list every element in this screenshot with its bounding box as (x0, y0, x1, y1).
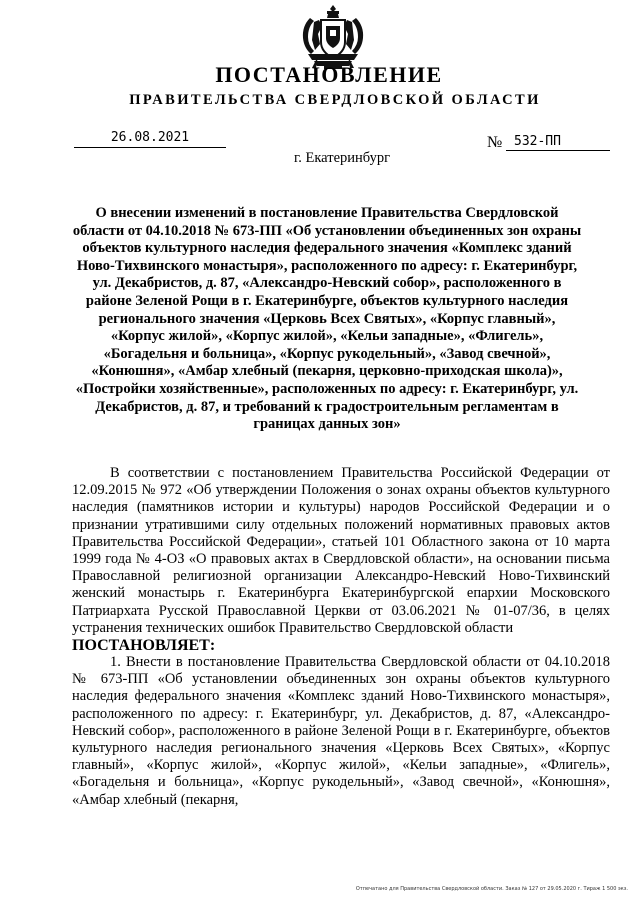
preamble-paragraph: В соответствии с постановлением Правительства Российской Федерации от 12.09.2015 № 972 «Об утверждении Положения о зонах охраны объектов культурного наследия (памятников истории и культуры) народов Российской Федерации и о признании утратившими силу отдельных положений нормативных правовых актов Правительства Российской Федерации», статьей 101 Областного закона от 10 марта 1999 года № 4-ОЗ «О правовых актах в Свердловской области», на основании письма Православной религиозной организации Александро-Невский Ново-Тихвинский женский монастырь г. Екатеринбурга Екатеринбургской епархии Московского Патриархата Русской Православной Церкви от 03.06.2021 № 01-07/36, в целях устранения технических ошибок Правительство Свердловской области (72, 465, 610, 636)
issue-city: г. Екатеринбург (293, 150, 391, 166)
document-date: 26.08.2021 (74, 130, 226, 148)
issuing-authority: ПРАВИТЕЛЬСТВА СВЕРДЛОВСКОЙ ОБЛАСТИ (129, 92, 541, 108)
document-type-heading: ПОСТАНОВЛЕНИЕ (215, 62, 443, 87)
document-number: 532-ПП (506, 134, 610, 151)
document-title: О внесении изменений в постановление Правительства Свердловской области от 04.10.2018 № 673-ПП «Об установлении объединенных зон охраны объектов культурного наследия федерального значения «Комплекс зданий Ново-Тихвинского монастыря», расположенного по адресу: г. Екатеринбург, ул. Декабристов, д. 87, «Александро-Невский собор», расположенного в районе Зеленой Рощи в г. Екатеринбурге, объектов культурного наследия регионального значения «Церковь Всех Святых», «Корпус главный», «Корпус жилой», «Корпус жилой», «Кельи западные», «Флигель», «Богадельня и больница», «Корпус рукодельный», «Завод свечной», «Конюшня», «Амбар хлебный (пекарня, церковно-приходская школа)», «Постройки хозяйственные», расположенных по адресу: г. Екатеринбург, ул. Декабристов, д. 87, и требований к градостроительным регламентам в границах данных зон» (72, 205, 582, 433)
item-1-paragraph: 1. Внести в постановление Правительства Свердловской области от 04.10.2018 № 673-ПП «Об установлении объединенных зон охраны объектов культурного наследия федерального значения «Комплекс зданий Ново-Тихвинского монастыря», расположенного по адресу: г. Екатеринбург, ул. Декабристов, д. 87, «Александро-Невский собор», расположенного в районе Зеленой Рощи в г. Екатеринбурге, объектов культурного наследия регионального значения «Церковь Всех Святых», «Корпус главный», «Корпус жилой», «Корпус жилой», «Кельи западные», «Флигель», «Богадельня и больница», «Корпус рукодельный», «Завод свечной», «Конюшня», «Амбар хлебный (пекарня, (72, 654, 610, 808)
document-body (72, 465, 610, 809)
number-sign: № (487, 134, 503, 151)
resolves-heading: ПОСТАНОВЛЯЕТ: (72, 637, 216, 655)
print-footer: Отпечатано для Правительства Свердловской области. Заказ № 127 от 29.05.2020 г. Тираж 1 500 экз. (355, 886, 628, 892)
